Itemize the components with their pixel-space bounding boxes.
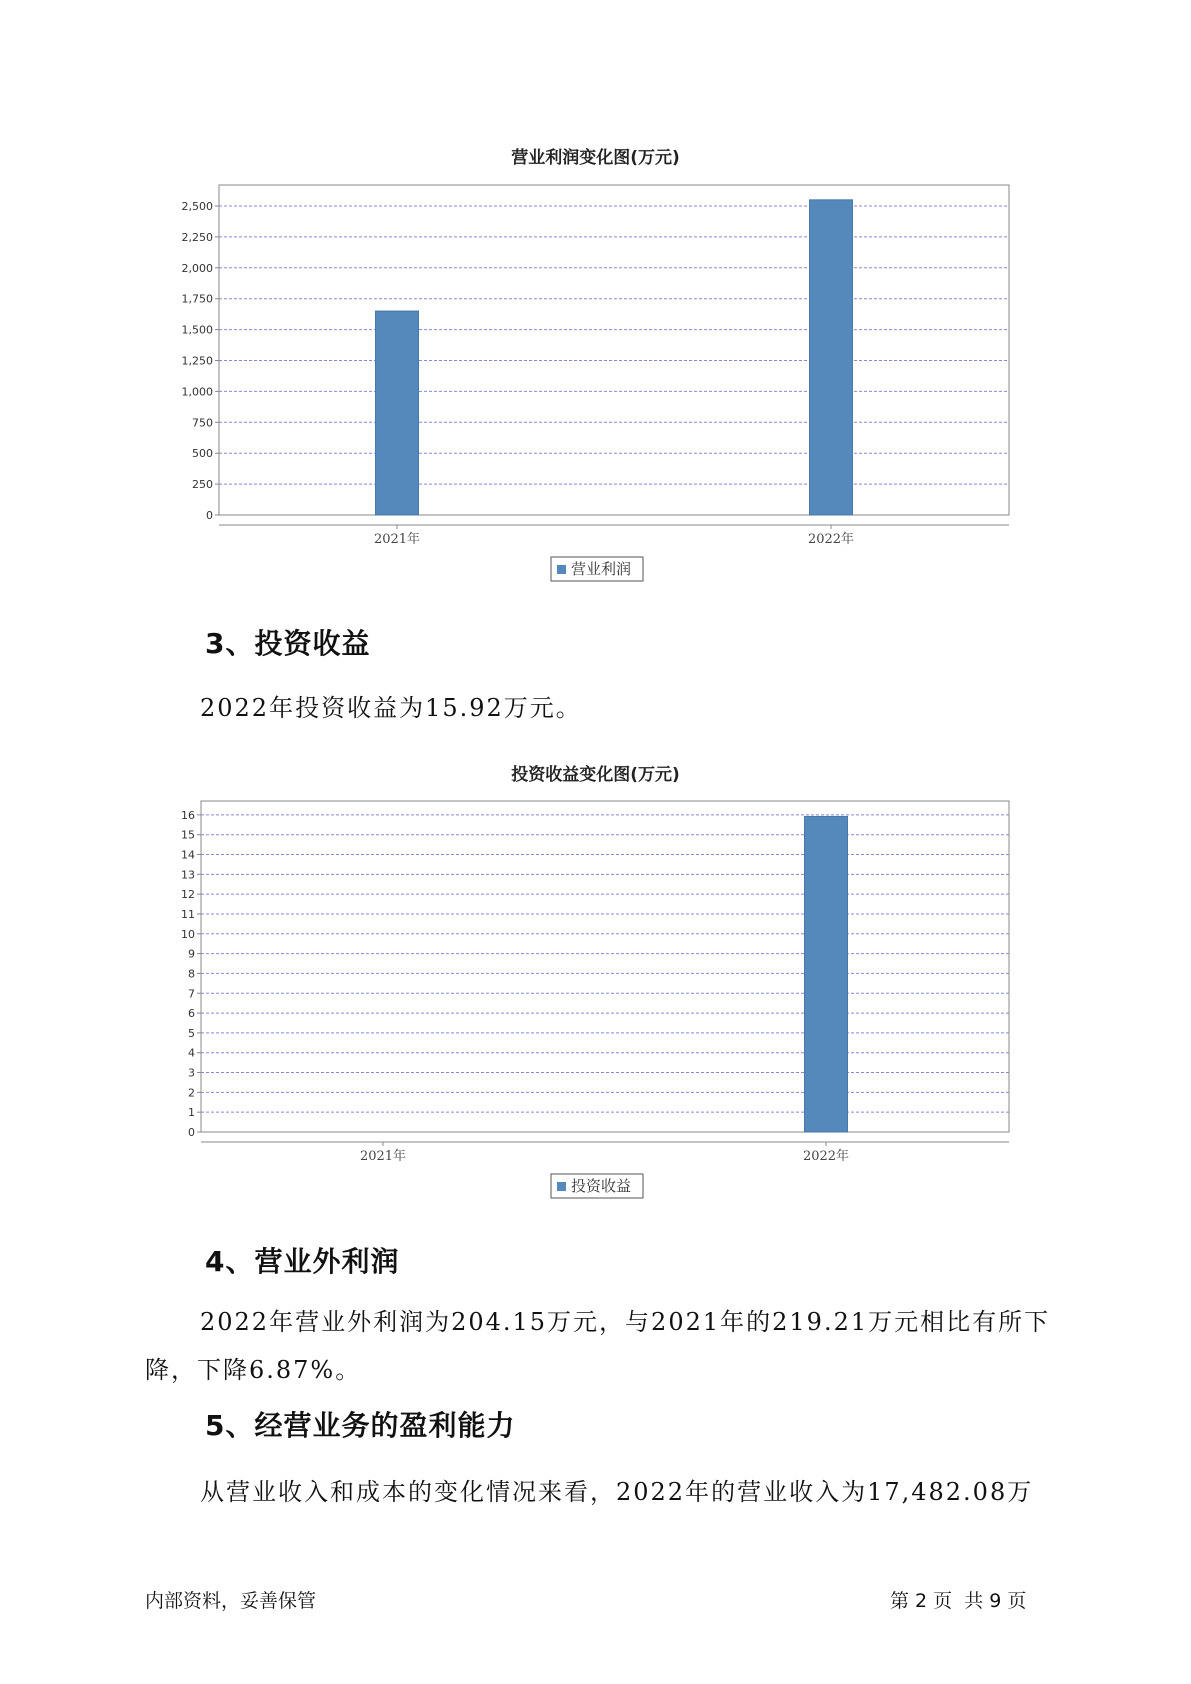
y-tick-label: 1,750 (181, 292, 213, 306)
y-tick-label: 3 (188, 1066, 195, 1080)
y-tick-label: 2 (188, 1086, 195, 1100)
y-tick-label: 1,000 (181, 385, 213, 399)
plot-area (219, 185, 1009, 515)
legend-label: 投资收益 (571, 1177, 632, 1195)
y-tick-label: 14 (181, 848, 195, 862)
x-tick-label: 2021年 (359, 1149, 407, 1164)
y-tick-label: 2,250 (181, 230, 213, 244)
y-tick-label: 0 (188, 1126, 195, 1139)
bar (376, 311, 419, 515)
y-tick-label: 500 (192, 447, 213, 461)
section-4-heading: 4、营业外利润 (205, 1245, 400, 1278)
y-tick-label: 7 (188, 987, 195, 1001)
chart-title-operating-profit: 营业利润变化图(万元) (511, 148, 680, 168)
y-tick-label: 9 (188, 947, 195, 961)
x-tick-label: 2021年 (373, 532, 421, 547)
y-tick-label: 5 (188, 1026, 195, 1040)
section-3-heading: 3、投资收益 (205, 627, 371, 660)
section-3-text: 2022年投资收益为15.92万元。 (200, 694, 582, 722)
y-tick-label: 11 (181, 907, 195, 921)
y-tick-label: 250 (192, 478, 213, 492)
y-tick-label: 15 (181, 828, 195, 842)
y-tick-label: 750 (192, 416, 213, 430)
y-tick-label: 2,000 (181, 261, 213, 275)
footer-page-number: 第 2 页 共 9 页 (890, 1590, 1027, 1612)
y-tick-label: 13 (181, 868, 195, 882)
plot-area (201, 801, 1009, 1132)
section-4-line1: 2022年营业外利润为204.15万元，与2021年的219.21万元相比有所下 (200, 1308, 1051, 1336)
footer-confidential-note: 内部资料，妥善保管 (145, 1590, 317, 1612)
chart-title-investment-income: 投资收益变化图(万元) (511, 765, 680, 785)
y-tick-label: 1,500 (181, 323, 213, 337)
operating-profit-chart (0, 170, 1191, 590)
legend-label: 营业利润 (571, 560, 632, 578)
bar (810, 200, 853, 515)
legend-swatch (557, 1182, 566, 1191)
y-tick-label: 12 (181, 888, 195, 902)
y-tick-label: 6 (188, 1007, 195, 1021)
bar (805, 816, 848, 1132)
y-tick-label: 16 (181, 808, 195, 822)
y-tick-label: 10 (181, 927, 195, 941)
y-tick-label: 2,500 (181, 200, 213, 214)
section-5-heading: 5、经营业务的盈利能力 (205, 1409, 516, 1442)
section-4-line2: 降，下降6.87%。 (145, 1356, 362, 1384)
y-tick-label: 8 (188, 967, 195, 981)
y-tick-label: 1,250 (181, 354, 213, 368)
legend-swatch (557, 565, 566, 574)
y-tick-label: 0 (206, 509, 213, 522)
x-tick-label: 2022年 (807, 532, 855, 547)
section-5-line1: 从营业收入和成本的变化情况来看，2022年的营业收入为17,482.08万 (200, 1478, 1034, 1506)
x-tick-label: 2022年 (802, 1149, 850, 1164)
y-tick-label: 1 (188, 1106, 195, 1120)
y-tick-label: 4 (188, 1046, 195, 1060)
investment-income-chart (0, 790, 1191, 1210)
